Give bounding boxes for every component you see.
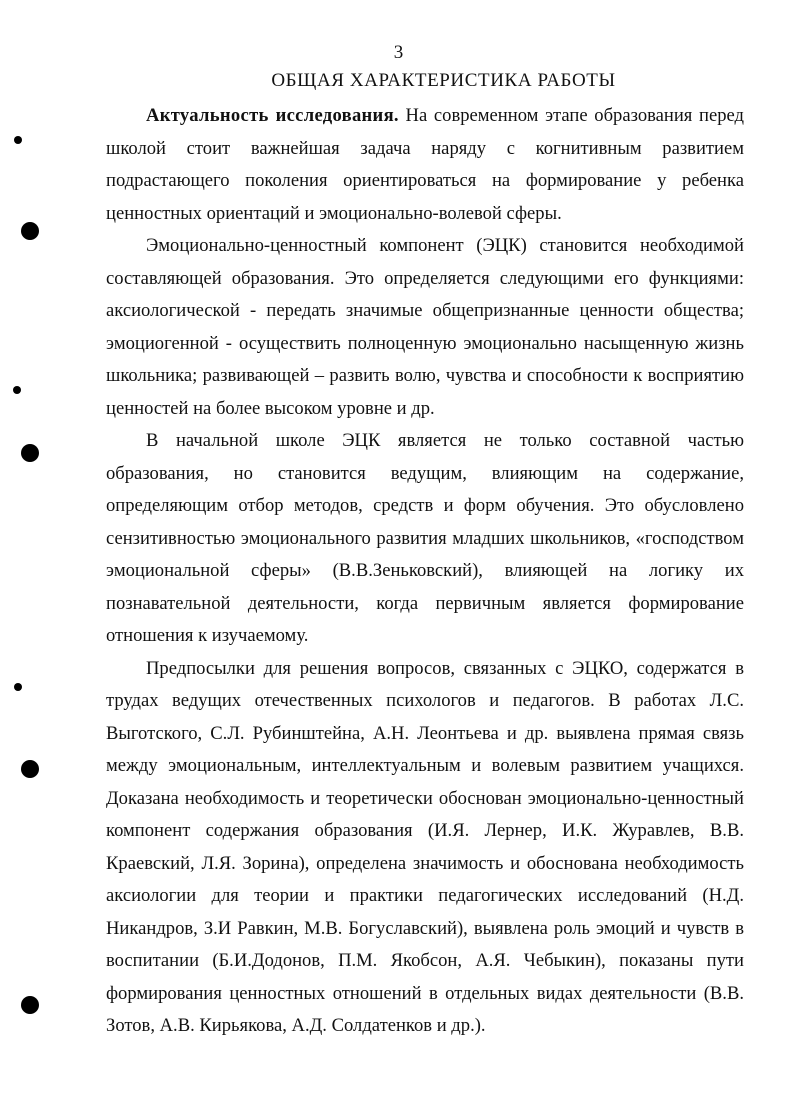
page-number: 3 [393,42,404,63]
binder-hole [14,683,22,691]
paragraph-text: На современном этапе образования перед школой стоит важнейшая задача наряду с когнитивным развитием подрастающего поколения ориентироваться на формирование у ребенка ценностных ориентаций и эмоционально-волевой сферы. [106,105,744,224]
binder-hole [14,136,22,144]
binder-hole [21,222,39,240]
binder-hole [13,386,21,394]
binder-hole [21,444,39,462]
binder-hole [21,760,39,778]
paragraph: В начальной школе ЭЦК является не только составной частью образования, но становится ведущим, влияющим на содержание, определяющим отбор методов, средств и форм обучения. Это обусловлено сензитивностью эмоционального развития младших школьников, «господством эмоциональной сферы» (В.В.Зеньковский), влияющей на логику их познавательной деятельности, когда первичным является формирование отношения к изучаемому. [106,430,744,646]
paragraph-relevance [106,100,744,230]
paragraph: Эмоционально-ценностный компонент (ЭЦК) становится необходимой составляющей образования. Это определяется следующими его функциями: аксиологической - передать значимые общепризнанные ценности общества; эмоциогенной - осуществить полноценную эмоционально насыщенную жизнь школьника; развивающей – развить волю, чувства и способности к восприятию ценностей на более высоком уровне и др. [106,235,744,419]
section-title: ОБЩАЯ ХАРАКТЕРИСТИКА РАБОТЫ [271,70,616,91]
paragraph-lead: Актуальность исследования. [146,105,399,126]
document-body [106,100,744,1043]
binder-hole [21,996,39,1014]
paragraph: Предпосылки для решения вопросов, связанных с ЭЦКО, содержатся в трудах ведущих отечественных психологов и педагогов. В работах Л.С. Выготского, С.Л. Рубинштейна, А.Н. Леонтьева и др. выявлена прямая связь между эмоциональным, интеллектуальным и волевым развитием учащихся. Доказана необходимость и теоретически обоснован эмоционально-ценностный компонент содержания образования (И.Я. Лернер, И.К. Журавлев, В.В. Краевский, Л.Я. Зорина), определена значимость и обоснована необходимость аксиологии для теории и практики педагогических исследований (Н.Д. Никандров, З.И Равкин, М.В. Богуславский), выявлена роль эмоций и чувств в воспитании (Б.И.Додонов, П.М. Якобсон, А.Я. Чебыкин), показаны пути формирования ценностных отношений в отдельных видах деятельности (В.В. Зотов, А.В. Кирьякова, А.Д. Солдатенков и др.). [106,657,744,1036]
